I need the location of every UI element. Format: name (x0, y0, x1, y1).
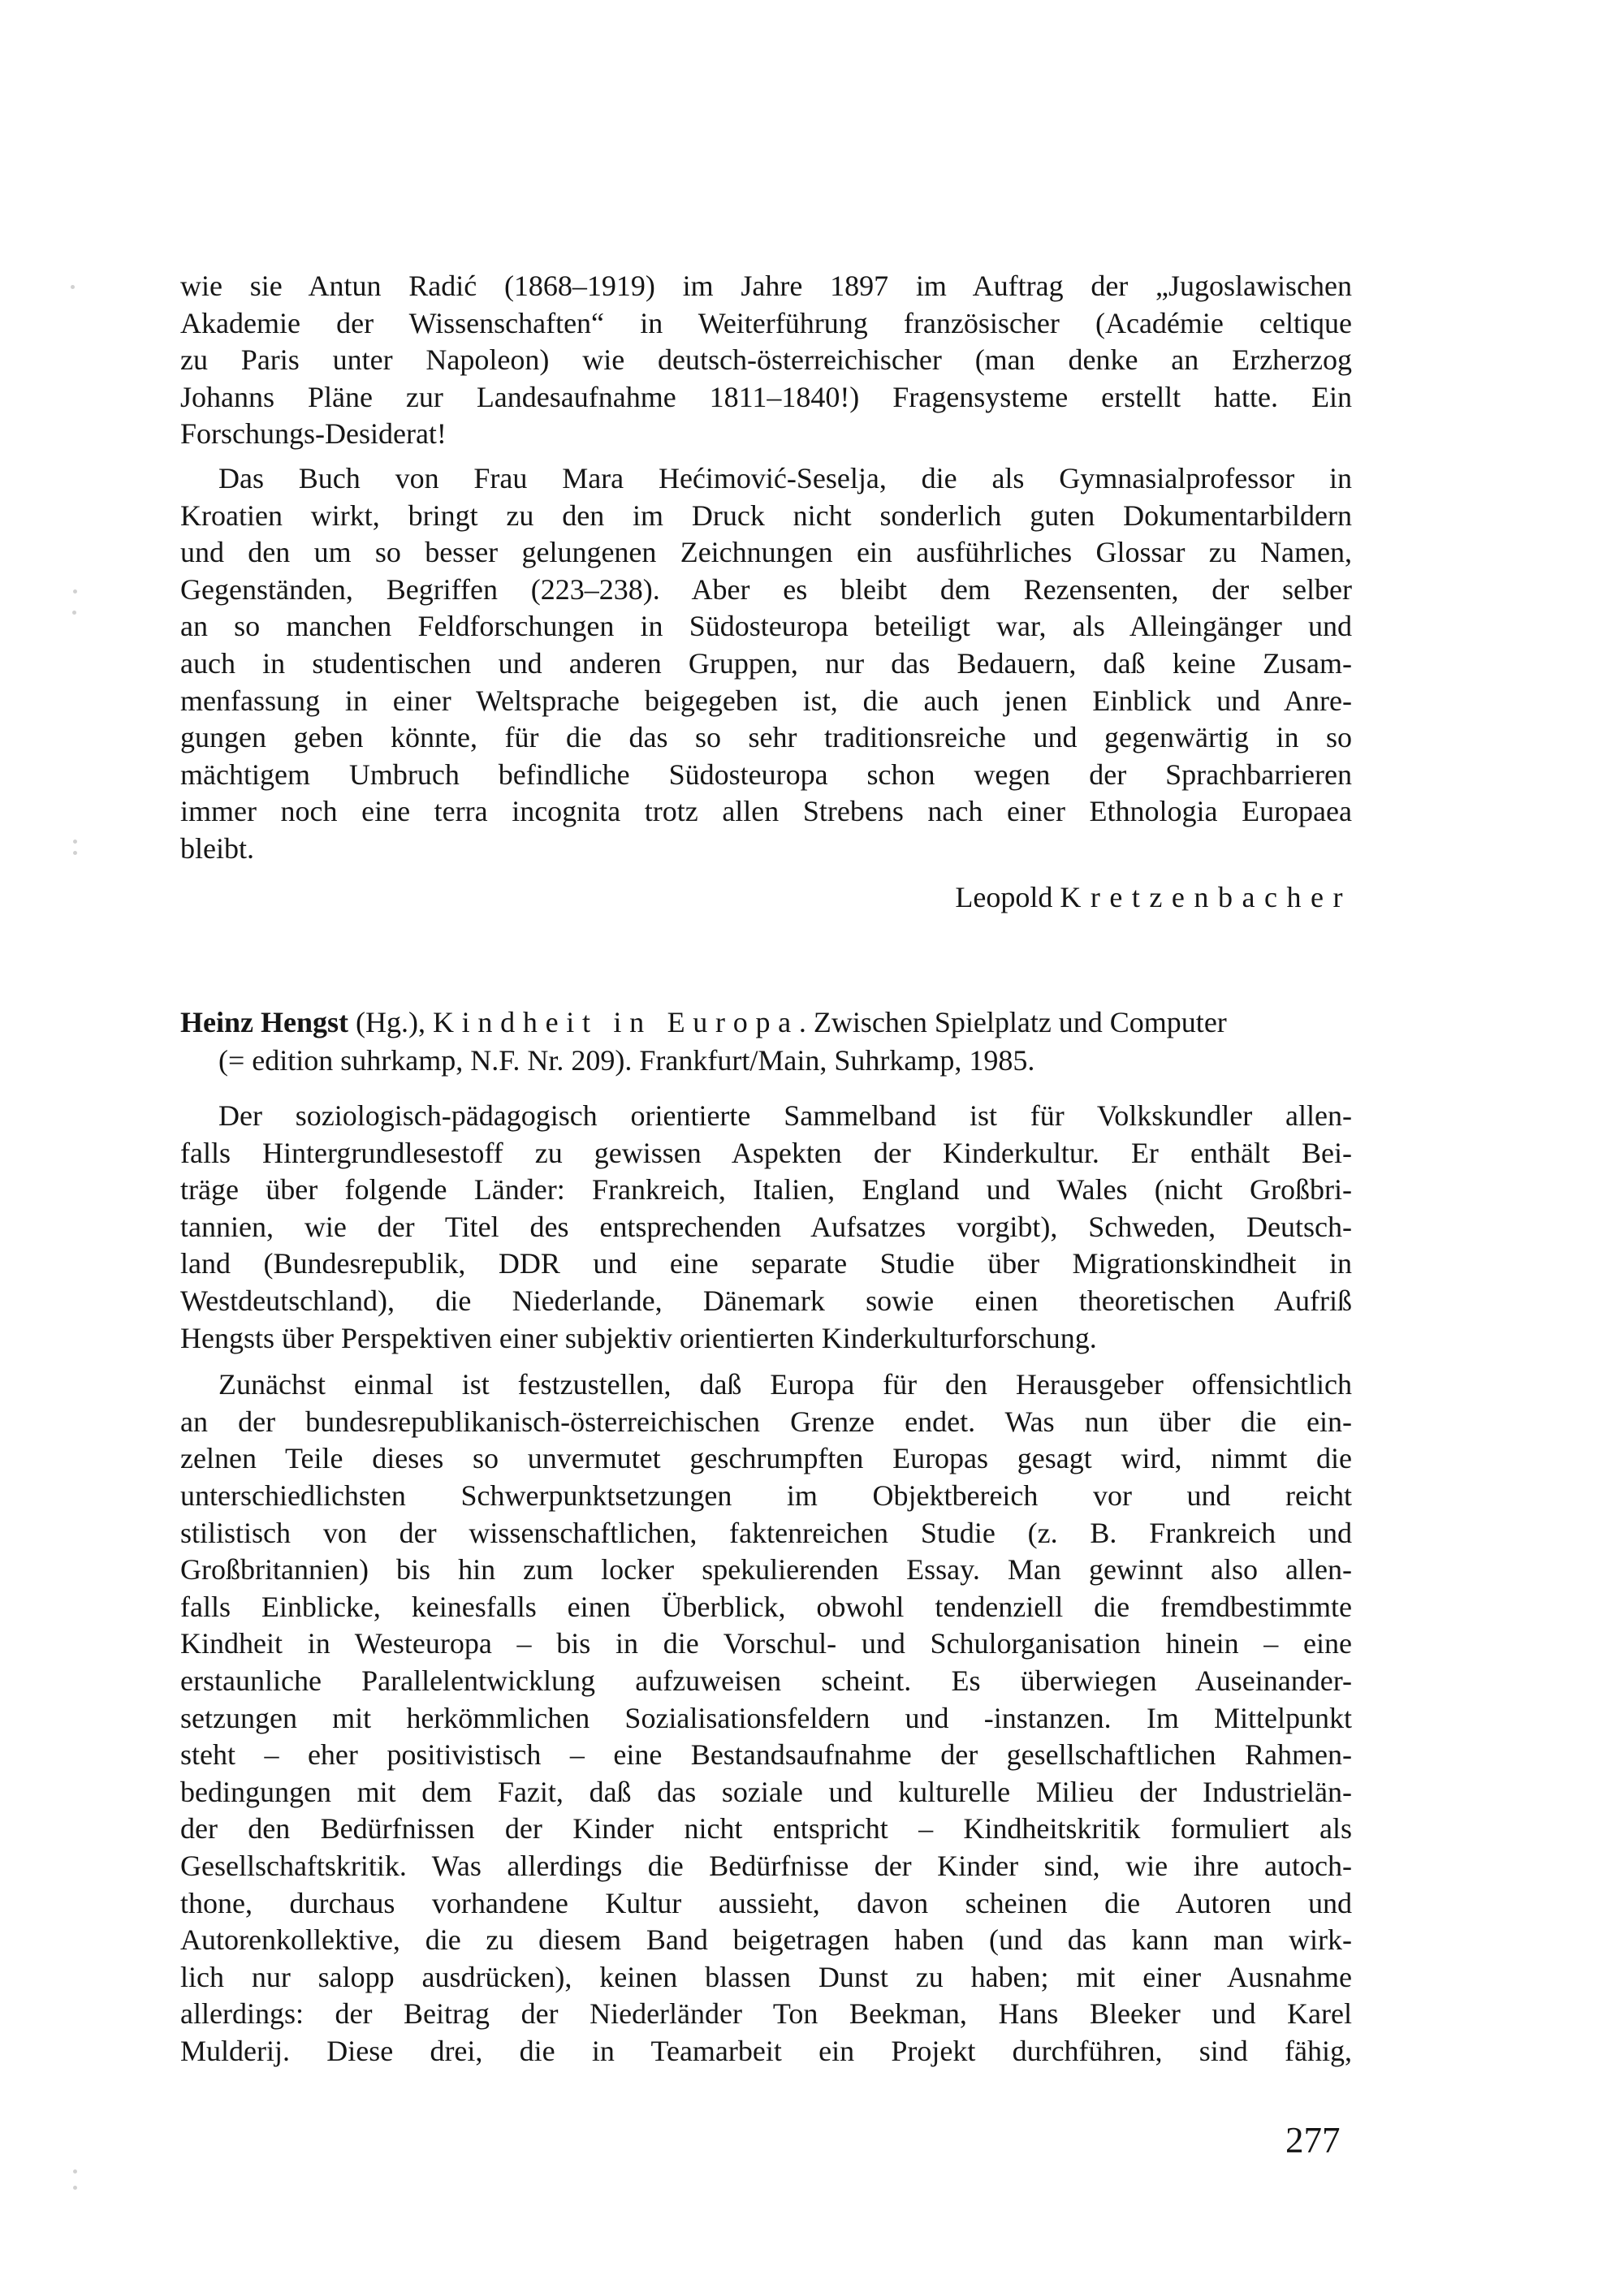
book-editor-name: Heinz Hengst (180, 1006, 348, 1039)
paragraph-der-soziologisch (180, 1098, 1352, 1357)
book-title: Kindheit in Europa (432, 1006, 799, 1039)
paragraph-zunaechst (180, 1366, 1352, 2070)
text-line: wie sie Antun Radić (1868–1919) im Jahre 1897 im Auftrag der „Jugoslawischen (180, 270, 1352, 302)
text-line: unterschiedlichsten Schwerpunktsetzungen im Objektbereich vor und reicht (180, 1479, 1352, 1513)
text-line: steht – eher positivistisch – eine Bestandsaufnahme der gesellschaftlichen Rahmen- (180, 1738, 1352, 1772)
text-line: erstaunliche Parallelentwicklung aufzuweisen scheint. Es überwiegen Auseinander- (180, 1664, 1352, 1697)
text-block (180, 268, 1352, 2070)
text-line: zelnen Teile dieses so unvermutet geschrumpften Europas gesagt wird, nimmt die (180, 1442, 1352, 1475)
scan-speck (72, 611, 76, 615)
text-line: stilistisch von der wissenschaftlichen, faktenreichen Studie (z. B. Frankreich und (180, 1516, 1352, 1549)
text-line: der den Bedürfnissen der Kinder nicht entspricht – Kindheitskritik formuliert als (180, 1812, 1352, 1846)
scan-speck (73, 851, 77, 855)
review-heading-line-2: (= edition suhrkamp, N.F. Nr. 209). Frankfurt/Main, Suhrkamp, 1985. (218, 1044, 1035, 1077)
book-subtitle: . Zwischen Spielplatz und Computer (798, 1006, 1227, 1039)
text-line: thone, durchaus vorhandene Kultur aussieht, davon scheinen die Autoren und (180, 1886, 1352, 1919)
text-line: und den um so besser gelungenen Zeichnungen ein ausführliches Glossar zu Namen, (180, 536, 1352, 569)
text-line: Kindheit in Westeuropa – bis in die Vorschul- und Schulorganisation hinein – eine (180, 1627, 1352, 1660)
text-line: Gesellschaftskritik. Was allerdings die Bedürfnisse der Kinder sind, wie ihre autoch- (180, 1849, 1352, 1882)
text-line: bedingungen mit dem Fazit, daß das soziale und kulturelle Milieu der Industrielän- (180, 1775, 1352, 1808)
paragraph-review1-continuation (180, 268, 1352, 453)
text-line: Gegenständen, Begriffen (223–238). Aber es bleibt dem Rezensenten, der selber (180, 572, 1352, 606)
text-line: Das Buch von Frau Mara Hećimović-Seselja, die als Gymnasialprofessor in (218, 461, 1352, 494)
text-line: Großbritannien) bis hin zum locker spekulierenden Essay. Man gewinnt also allen- (180, 1553, 1352, 1586)
scan-speck (73, 2169, 77, 2174)
text-line: mächtigem Umbruch befindliche Südosteuropa schon wegen der Sprachbarrieren (180, 758, 1352, 791)
text-line: falls Hintergrundlesestoff zu gewissen Aspekten der Kinderkultur. Er enthält Bei- (180, 1136, 1352, 1169)
review-heading (180, 1004, 1352, 1080)
text-line: tannien, wie der Titel des entsprechenden Aufsatzes vorgibt), Schweden, Deutsch- (180, 1210, 1352, 1243)
reviewer-family-name: Kretzenbacher (1060, 880, 1352, 913)
text-line: land (Bundesrepublik, DDR und eine separate Studie über Migrationskindheit in (180, 1247, 1352, 1280)
text-line: Westdeutschland), die Niederlande, Dänemark sowie einen theoretischen Aufriß (180, 1284, 1352, 1318)
text-line: Kroatien wirkt, bringt zu den im Druck nicht sonderlich guten Dokumentarbildern (180, 499, 1352, 532)
text-line: gungen geben könnte, für die das so sehr traditionsreiche und gegenwärtig in so (180, 721, 1352, 754)
text-line: immer noch eine terra incognita trotz allen Strebens nach einer Ethnologia Europaea (180, 795, 1352, 828)
text-line: bleibt. (180, 831, 254, 865)
editor-suffix: (Hg.), (348, 1006, 433, 1039)
reviewer-given-name: Leopold (955, 880, 1060, 913)
text-line: Zunächst einmal ist festzustellen, daß Europa für den Herausgeber offensichtlich (218, 1368, 1352, 1401)
text-line: an der bundesrepublikanisch-österreichischen Grenze endet. Was nun über die ein- (180, 1405, 1352, 1438)
text-line: setzungen mit herkömmlichen Sozialisationsfeldern und -instanzen. Im Mittelpunkt (180, 1701, 1352, 1734)
text-line: Hengsts über Perspektiven einer subjektiv orientierten Kinderkulturforschung. (180, 1321, 1097, 1354)
scan-speck (73, 589, 77, 594)
paragraph-das-buch (180, 460, 1352, 868)
scan-speck (73, 2186, 77, 2190)
text-line: Der soziologisch-pädagogisch orientierte Sammelband ist für Volkskundler allen- (218, 1099, 1352, 1133)
text-line: Forschungs-Desiderat! (180, 417, 447, 451)
text-line: zu Paris unter Napoleon) wie deutsch-österreichischer (man denke an Erzherzog (180, 343, 1352, 377)
text-line: auch in studentischen und anderen Gruppen, nur das Bedauern, daß keine Zusam- (180, 646, 1352, 680)
text-line: allerdings: der Beitrag der Niederländer Ton Beekman, Hans Bleeker und Karel (180, 1997, 1352, 2031)
text-line: an so manchen Feldforschungen in Südosteuropa beteiligt war, als Alleingänger und (180, 610, 1352, 643)
text-line: Autorenkollektive, die zu diesem Band beigetragen haben (und das kann man wirk- (180, 1923, 1352, 1957)
page-number: 277 (1285, 2120, 1341, 2161)
scan-speck (71, 285, 75, 289)
text-line: Akademie der Wissenschaften“ in Weiterführung französischer (Académie celtique (180, 306, 1352, 339)
text-line: Mulderij. Diese drei, die in Teamarbeit ein Projekt durchführen, sind fähig, (180, 2034, 1352, 2067)
text-line: Johanns Pläne zur Landesaufnahme 1811–1840!) Fragensysteme erstellt hatte. Ein (180, 380, 1352, 413)
text-line: menfassung in einer Weltsprache beigegeben ist, die auch jenen Einblick und Anre- (180, 684, 1352, 717)
text-line: falls Einblicke, keinesfalls einen Überblick, obwohl tendenziell die fremdbestimmte (180, 1590, 1352, 1623)
text-line: lich nur salopp ausdrücken), keinen blassen Dunst zu haben; mit einer Ausnahme (180, 1960, 1352, 1993)
review-heading-line-1 (180, 1004, 1352, 1042)
scan-speck (73, 840, 77, 844)
text-line: träge über folgende Länder: Frankreich, Italien, England und Wales (nicht Großbri- (180, 1173, 1352, 1207)
reviewer-signature (180, 879, 1352, 917)
